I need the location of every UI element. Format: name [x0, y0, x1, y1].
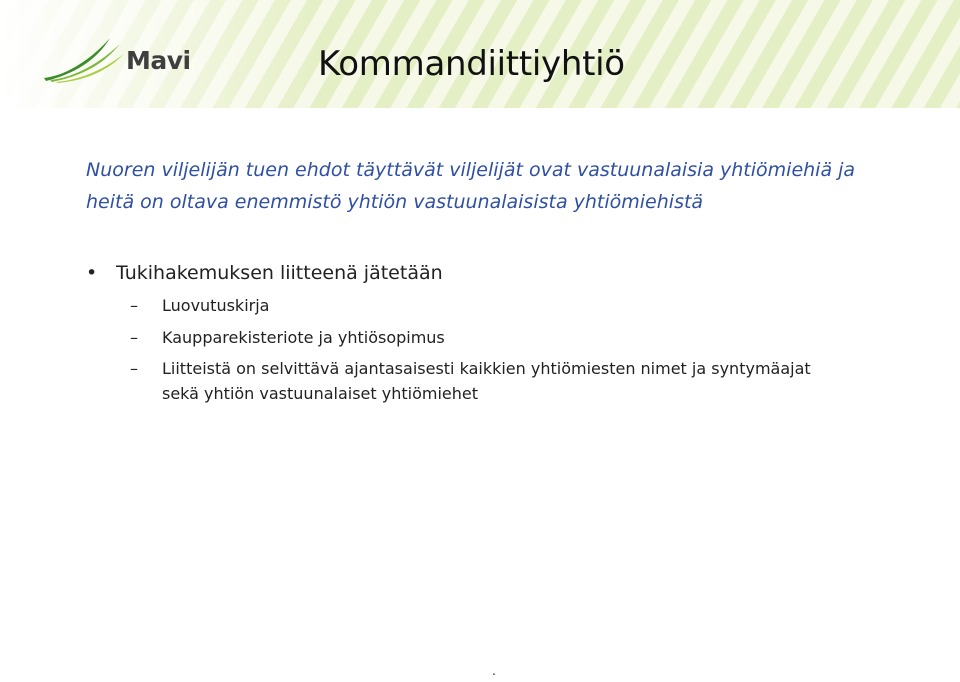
sub-item — [130, 325, 830, 350]
bullet-item — [86, 258, 443, 288]
sub-item-text: Kaupparekisteriote ja yhtiösopimus — [162, 328, 445, 347]
sub-item — [130, 356, 830, 406]
sub-item — [130, 293, 830, 318]
intro-paragraph: Nuoren viljelijän tuen ehdot täyttävät viljelijät ovat vastuunalaisia yhtiömiehiä ja heitä on oltava enemmistö yhtiön vastuunalaisista yhtiömiehistä — [86, 159, 856, 213]
footer-mark: . — [492, 664, 496, 678]
logo-leaf-icon — [42, 34, 126, 84]
page-title: Kommandiittiyhtiö — [318, 44, 625, 84]
mavi-logo — [42, 34, 192, 84]
logo-wordmark: Mavi — [126, 46, 191, 75]
sub-item-text: Luovutuskirja — [162, 296, 270, 315]
sub-item-text: Liitteistä on selvittävä ajantasaisesti kaikkien yhtiömiesten nimet ja syntymäajat sekä yhtiön vastuunalaiset yhtiömiehet — [162, 359, 811, 403]
dash-marker: – — [130, 296, 138, 315]
bullet-marker: • — [86, 262, 98, 284]
dash-marker: – — [130, 359, 138, 378]
dash-marker: – — [130, 328, 138, 347]
bullet-text: Tukihakemuksen liitteenä jätetään — [116, 262, 443, 284]
